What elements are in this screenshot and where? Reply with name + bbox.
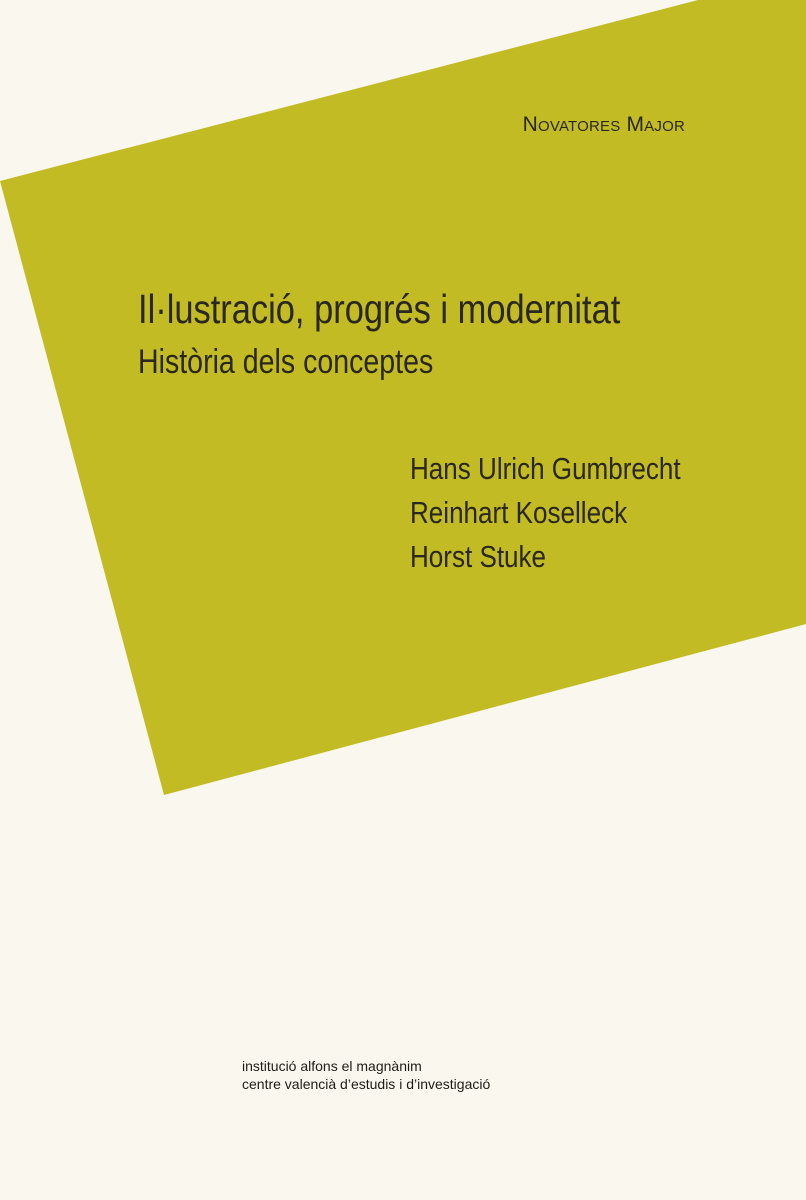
book-title: Il·lustració, progrés i modernitat [138,286,621,332]
author-name: Reinhart Koselleck [410,495,628,530]
series-name: Novatores Major [522,113,685,136]
publisher-line-2: centre valencià d’estudis i d’investigació [242,1076,491,1092]
author-name: Hans Ulrich Gumbrecht [410,451,681,486]
book-subtitle: Història dels conceptes [138,343,434,381]
author-name: Horst Stuke [410,539,547,574]
publisher-block [242,1057,490,1093]
author-list [410,447,681,579]
publisher-line-1: institució alfons el magnànim [242,1058,422,1074]
